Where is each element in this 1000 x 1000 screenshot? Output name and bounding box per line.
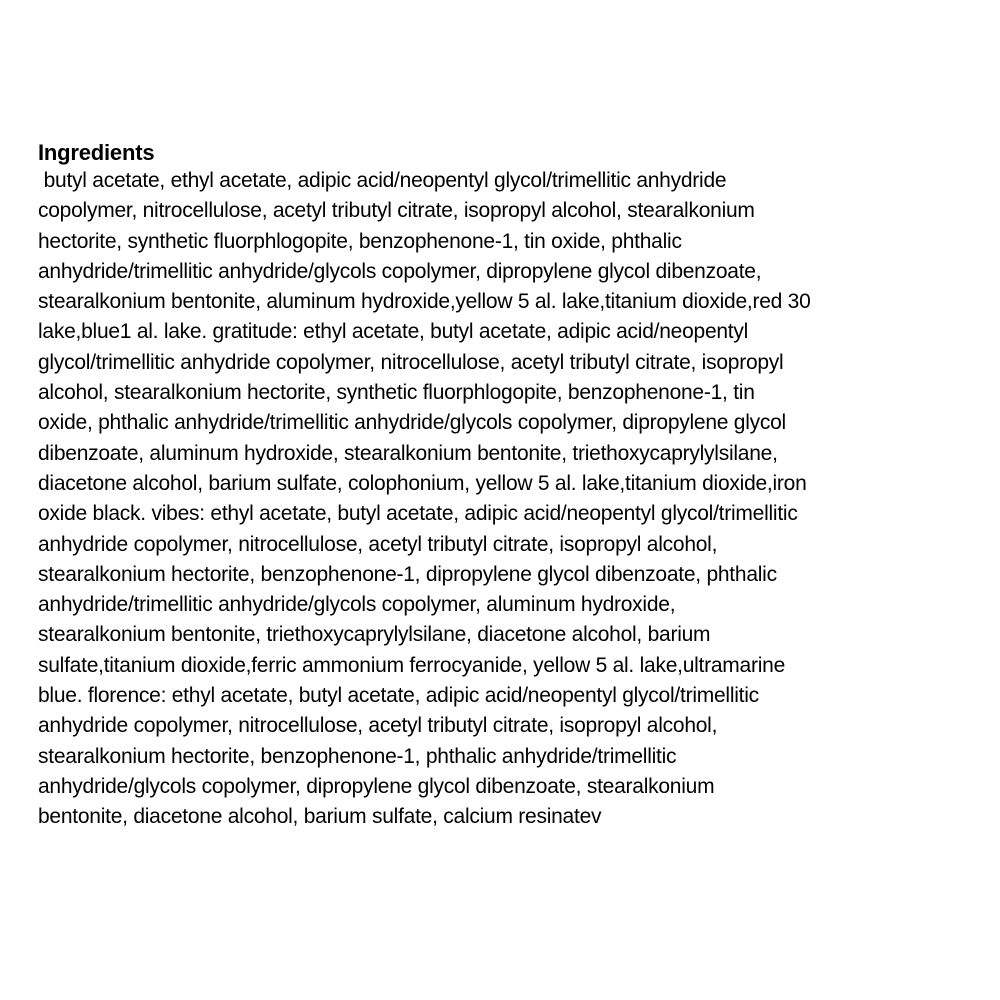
ingredients-text [38,166,970,833]
ingredients-line: bentonite, diacetone alcohol, barium sulfate, calcium resinatev [38,805,602,829]
ingredients-line: stearalkonium bentonite, aluminum hydroxide,yellow 5 al. lake,titanium dioxide,red 30 [38,290,811,314]
ingredients-heading: Ingredients [38,140,155,165]
ingredients-line: blue. florence: ethyl acetate, butyl acetate, adipic acid/neopentyl glycol/trimellitic [38,684,759,708]
ingredients-line: diacetone alcohol, barium sulfate, colophonium, yellow 5 al. lake,titanium dioxide,iron [38,471,807,495]
ingredients-line: sulfate,titanium dioxide,ferric ammonium ferrocyanide, yellow 5 al. lake,ultramarine [38,653,785,677]
ingredients-line: anhydride copolymer, nitrocellulose, acetyl tributyl citrate, isopropyl alcohol, [38,532,718,556]
ingredients-line: oxide black. vibes: ethyl acetate, butyl acetate, adipic acid/neopentyl glycol/trimellitic [38,502,798,526]
ingredients-line: stearalkonium hectorite, benzophenone-1, dipropylene glycol dibenzoate, phthalic [38,562,777,586]
ingredients-line: stearalkonium bentonite, triethoxycaprylylsilane, diacetone alcohol, barium [38,623,711,647]
ingredients-line: oxide, phthalic anhydride/trimellitic anhydride/glycols copolymer, dipropylene glycol [38,411,786,435]
ingredients-line: copolymer, nitrocellulose, acetyl tributyl citrate, isopropyl alcohol, stearalkonium [38,199,755,223]
ingredients-line: anhydride/trimellitic anhydride/glycols copolymer, aluminum hydroxide, [38,593,676,617]
ingredients-line: anhydride/trimellitic anhydride/glycols copolymer, dipropylene glycol dibenzoate, [38,259,762,283]
ingredients-line: anhydride copolymer, nitrocellulose, acetyl tributyl citrate, isopropyl alcohol, [38,714,718,738]
ingredients-line: glycol/trimellitic anhydride copolymer, nitrocellulose, acetyl tributyl citrate, isopropyl [38,350,784,374]
ingredients-line: lake,blue1 al. lake. gratitude: ethyl acetate, butyl acetate, adipic acid/neopentyl [38,320,749,344]
ingredients-line: dibenzoate, aluminum hydroxide, stearalkonium bentonite, triethoxycaprylylsilane, [38,441,778,465]
ingredients-line: butyl acetate, ethyl acetate, adipic acid/neopentyl glycol/trimellitic anhydride [38,169,727,192]
ingredients-line: hectorite, synthetic fluorphlogopite, benzophenone-1, tin oxide, phthalic [38,229,682,253]
ingredients-line: stearalkonium hectorite, benzophenone-1, phthalic anhydride/trimellitic [38,744,677,768]
ingredients-line: alcohol, stearalkonium hectorite, synthetic fluorphlogopite, benzophenone-1, tin [38,381,755,405]
ingredients-line: anhydride/glycols copolymer, dipropylene glycol dibenzoate, stearalkonium [38,774,715,798]
